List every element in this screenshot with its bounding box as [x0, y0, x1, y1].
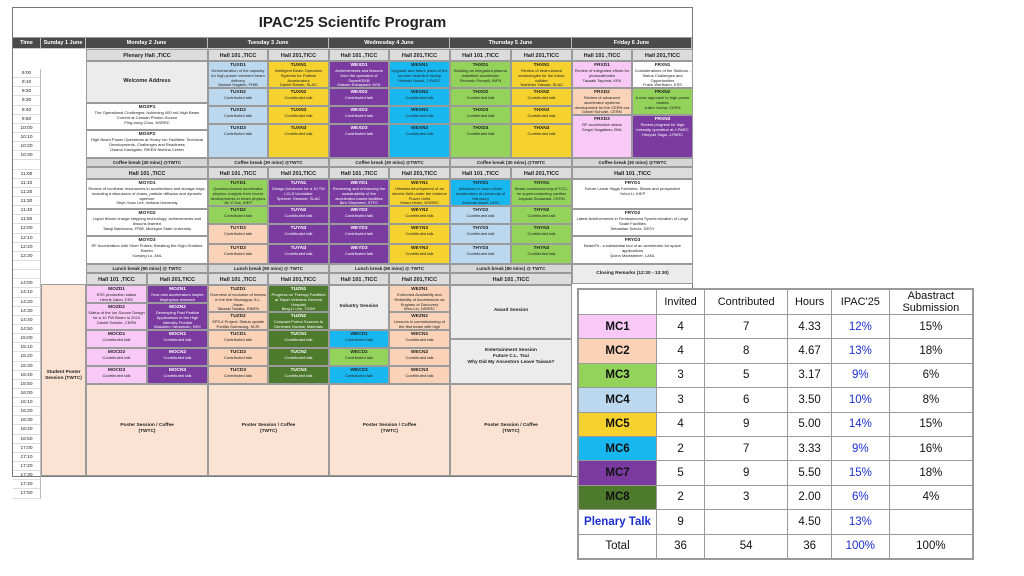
stats-header-row [579, 290, 973, 315]
stats-row [579, 363, 973, 387]
stats-cell-hours: 3.33 [788, 436, 832, 460]
session-moyd2[interactable]: MOYD2 Liquid lithium charge stripping technology: achievements and lessons learned Takuji Baramova, FRIB, Michigan State University [86, 209, 208, 236]
stats-cell-contributed: 5 [705, 363, 788, 387]
session-fryd2[interactable]: FRYD2 Latest Achievements in Femtosecond Synchronization of Large Scale Facilities Sebastian Schulz, DESY [572, 209, 693, 236]
stats-cell-ipac: 12% [831, 315, 889, 339]
time-slot: 10:20 [13, 142, 41, 151]
time-slot: 12:10 [13, 234, 41, 243]
stats-row [579, 461, 973, 485]
col-time: Time [13, 38, 41, 49]
session-tuyn4[interactable]: TUYN3 Contributed talk [268, 244, 329, 264]
time-slot: 14:20 [13, 298, 41, 307]
session-fryd3[interactable]: FRYD3 BeamFit - a substantial tool of an accelerator for space applications Quinn Marksteiner, LANL [572, 236, 693, 264]
session-weyn3[interactable]: WEYN3 Contributed talk [389, 224, 450, 244]
stats-cell-hours: 36 [788, 534, 832, 558]
hall-101-tue: Hall 101 ,TICC [208, 49, 268, 61]
stats-cell-hours: 4.67 [788, 339, 832, 363]
session-thxn1[interactable]: THXN1 Review of beam-based technologies for the future collider Yoshihiro Yasuda, SLAC [511, 61, 572, 88]
session-tucd3[interactable]: TUCD3 Contributed talk [208, 366, 268, 384]
time-slot [13, 261, 41, 270]
session-wexn4[interactable]: WEXN3 Contributed talk [389, 124, 450, 158]
session-moyd1[interactable]: MOYD1 Review of nonlinear resonances in accelerators and storage rings, including a discussion of chaos, particle diffusion and dynamic aperture Shyh-Yuan Lee, Indiana University [86, 179, 208, 209]
session-mocd2[interactable]: MOCD2 Contributed talk [86, 348, 147, 366]
session-frxd1[interactable]: FRXD1 Review of integrated efforts for photocathodes Takaaki Tayoma, KEK [572, 61, 632, 88]
hall-101-wed: Hall 101 ,TICC [329, 49, 389, 61]
stats-cell-invited: 3 [657, 388, 705, 412]
stats-grid [578, 289, 973, 559]
session-thyn4[interactable]: THYN3 Contributed talk [511, 244, 572, 264]
stats-cell-abstract: 6% [889, 363, 972, 387]
closing-remarks: Closing Remarks (12:30 - 13:30) [572, 264, 693, 284]
session-tuxd2[interactable]: TUXD2 Contributed talk [208, 88, 268, 106]
time-slot: 15:10 [13, 343, 41, 352]
session-fryd1[interactable]: FRYD1 Future Linear Higgs Factories: Status and prospective Yuhui Li, IHEP [572, 179, 693, 209]
stats-cell-ipac: 13% [831, 339, 889, 363]
time-slot: 12:20 [13, 243, 41, 252]
session-moxp2[interactable]: MOXP2 High Beam Power Operations at Heavy Ion Facilities: Technical Developments, Challenges and Readiness Osamu Kamigaito, RIKEN Nishina Center [86, 130, 208, 158]
session-mocn3[interactable]: MOCN3 Contributed talk [147, 366, 208, 384]
stats-row [579, 388, 973, 412]
session-wezn1[interactable]: WEZN1 Extended Availability and Reliability of Accelerators as Engines of Discovery Wen-Liu, NSRRC [389, 285, 450, 312]
stats-row [579, 485, 973, 509]
session-wexd3[interactable]: WEXD3 Contributed talk [329, 106, 389, 124]
coffee-break-mon: Coffee break (30 mins) @TWTC [86, 158, 208, 167]
session-thxd3[interactable]: THXD3 Contributed talk [450, 106, 511, 124]
stats-cell-label: Total [579, 534, 657, 558]
time-column [13, 69, 41, 499]
coffee-break-wed: Coffee break (30 mins) @TWTC [329, 158, 450, 167]
time-slot: 10:00 [13, 124, 41, 133]
col-wednesday: Wednesday 4 June [329, 38, 450, 49]
time-slot: 17:00 [13, 444, 41, 453]
hall-101-tue-2: Hall 101 ,TICC [208, 167, 268, 179]
hall-201-wed-3: Hall 201,TICC [389, 273, 450, 285]
session-wexd2[interactable]: WEXD2 Contributed talk [329, 88, 389, 106]
stats-cell-ipac: 13% [831, 510, 889, 534]
session-tuxd1[interactable]: TUXD1 Demonstration of the capacity for high-power coherent beam delivery Manuel Hagberi, FRIB [208, 61, 268, 88]
stats-cell-label: MC8 [579, 485, 657, 509]
session-moyd3[interactable]: MOYD3 RF Acceleration with Short Pulses: Breaking the High-Gradient Barrier Xueying Lu, ANL [86, 236, 208, 264]
stats-cell-ipac: 9% [831, 436, 889, 460]
time-slot: 16:10 [13, 398, 41, 407]
stats-cell-contributed: 8 [705, 339, 788, 363]
stats-cell-ipac: 6% [831, 485, 889, 509]
session-weyd3[interactable]: WEYD3 Contributed talk [329, 224, 389, 244]
time-slot: 16:40 [13, 425, 41, 434]
session-wecd3[interactable]: WECD3 Contributed talk [329, 366, 389, 384]
coffee-break-fri: Coffee break (30 mins) @TWTC [572, 158, 693, 167]
time-slot: 16:50 [13, 435, 41, 444]
stats-cell-invited: 4 [657, 412, 705, 436]
session-wecn1[interactable]: WECN1 Contributed talk [389, 330, 450, 348]
session-mozd2[interactable]: MOZD2 Status of the Ion Source Design for a 10 PW Beam in 2024 Daniel Schulte, CERN [86, 303, 147, 330]
time-slot: 9:50 [13, 115, 41, 124]
session-tuxn2[interactable]: TUXN2 Contributed talk [268, 88, 329, 106]
stats-cell-contributed [705, 510, 788, 534]
stats-cell-invited: 36 [657, 534, 705, 558]
session-tuyd1[interactable]: TUYD1 Quantum-based accelerator physics: insights from recent developments in beam physics Jie Yi Dai, IHEP [208, 179, 268, 206]
session-wecn3[interactable]: WECN3 Contributed talk [389, 366, 450, 384]
session-tucd1[interactable]: TUCD1 Contributed talk [208, 330, 268, 348]
stats-cell-label: MC5 [579, 412, 657, 436]
hall-201-thu: Hall 201,TICC [511, 49, 572, 61]
stats-cell-ipac: 10% [831, 388, 889, 412]
stats-row [579, 510, 973, 534]
session-thxn4[interactable]: THXN3 Contributed talk [511, 124, 572, 158]
poster-session-tue: Poster Session / Coffee (TWTC) [208, 384, 329, 476]
session-tuxn3[interactable]: TUXN3 Contributed talk [268, 106, 329, 124]
student-poster-session: Student Poster Session (TWTC) [41, 284, 86, 476]
time-slot: 14:00 [13, 279, 41, 288]
session-wezn2[interactable]: WEZN2 Lessons in commissioning of the first beam with high [389, 312, 450, 330]
stats-cell-contributed: 7 [705, 436, 788, 460]
stats-cell-contributed: 54 [705, 534, 788, 558]
stats-cell-hours: 3.50 [788, 388, 832, 412]
session-tuyd3[interactable]: TUYD3 Contributed talk [208, 224, 268, 244]
lunch-break-mon: Lunch break (90 mins) @ TWTC [86, 264, 208, 273]
col-thursday: Thursday 5 June [450, 38, 572, 49]
session-tuzd2[interactable]: TUZD2 SPS-II Project: Status update Portilla Gutmsung, SLRI [208, 312, 268, 330]
hall-201-tue-2: Hall 201,TICC [268, 167, 329, 179]
session-weyd2[interactable]: WEYD2 Contributed talk [329, 206, 389, 224]
stats-cell-hours: 4.50 [788, 510, 832, 534]
stats-row [579, 315, 973, 339]
stats-cell-ipac: 15% [831, 461, 889, 485]
session-tuyn1[interactable]: TUYN1 Design Advances for a 10 TW LCLS Undulator Spencer Gessner, SLAC [268, 179, 329, 206]
stats-cell-hours: 5.50 [788, 461, 832, 485]
session-wexn2[interactable]: WEXN2 Contributed talk [389, 88, 450, 106]
session-wexn3[interactable]: WEXN3 Contributed talk [389, 106, 450, 124]
coffee-break-tue: Coffee break (30 mins) @TWTC [208, 158, 329, 167]
stats-cell-abstract: 18% [889, 339, 972, 363]
session-tuyn3[interactable]: TUYN3 Contributed talk [268, 224, 329, 244]
time-slot: 9:30 [13, 96, 41, 105]
session-tuzn1[interactable]: TUZN1 Progress on Therapy Facilities at Taipei Veterans General Hospital Bing-Li Lee, TVGH [268, 285, 329, 312]
session-wecd1[interactable]: WECD1 Contributed talk [329, 330, 389, 348]
hall-201-tue: Hall 201,TICC [268, 49, 329, 61]
time-slot: 12:00 [13, 224, 41, 233]
time-slot [13, 270, 41, 279]
time-slot: 11:40 [13, 206, 41, 215]
stats-cell-invited: 4 [657, 315, 705, 339]
stats-header-blank [579, 290, 657, 315]
stats-header-ipac: IPAC'25 [831, 290, 889, 315]
stats-header-abstract: Abastract Submission [889, 290, 972, 315]
lunch-break-tue: Lunch break (90 mins) @ TWTC [208, 264, 329, 273]
poster-session-mon: Poster Session / Coffee (TWTC) [86, 384, 208, 476]
stats-cell-contributed: 3 [705, 485, 788, 509]
hall-101-wed-3: Hall 101 ,TICC [329, 273, 389, 285]
time-slot: 17:50 [13, 489, 41, 498]
hall-201-thu-2: Hall 201,TICC [511, 167, 572, 179]
session-tucd2[interactable]: TUCD2 Contributed talk [208, 348, 268, 366]
stats-row [579, 339, 973, 363]
session-mozn2[interactable]: MOZN2 Developing Fast Particle Applications in the High Intensity Frontier Masahiro Yamamoto, KEK [147, 303, 208, 330]
stats-cell-abstract: 8% [889, 388, 972, 412]
session-wecn2[interactable]: WECN2 Contributed talk [389, 348, 450, 366]
session-tuxd3[interactable]: TUXD3 Contributed talk [208, 106, 268, 124]
session-tucn3[interactable]: TUCN3 Contributed talk [268, 366, 329, 384]
session-weyd4[interactable]: WEYD3 Contributed talk [329, 244, 389, 264]
time-slot: 14:10 [13, 288, 41, 297]
stats-cell-invited: 2 [657, 485, 705, 509]
session-thxd2[interactable]: THXD2 Contributed talk [450, 88, 511, 106]
session-thyd4[interactable]: THYD3 Contributed talk [450, 244, 511, 264]
time-slot: 15:40 [13, 371, 41, 380]
stats-cell-label: MC7 [579, 461, 657, 485]
time-slot: 14:50 [13, 325, 41, 334]
hall-101-thu: Hall 101 ,TICC [450, 49, 511, 61]
col-monday: Monday 2 June [86, 38, 208, 49]
session-tuxn1[interactable]: TUXN1 Intelligent Beam Operation Systems for Particle Accelerators Daniel Ratner, SLAC [268, 61, 329, 88]
poster-session-thu: Poster Session / Coffee (TWTC) [450, 384, 572, 476]
time-slot [13, 160, 41, 169]
time-slot: 14:30 [13, 307, 41, 316]
stats-cell-abstract: 16% [889, 436, 972, 460]
session-tucn2[interactable]: TUCN2 Contributed talk [268, 348, 329, 366]
session-tuyd4[interactable]: TUYD3 Contributed talk [208, 244, 268, 264]
stats-cell-label: MC4 [579, 388, 657, 412]
stats-header-invited: Invited [657, 290, 705, 315]
time-slot: 17:40 [13, 480, 41, 489]
session-thxn3[interactable]: THXN3 Contributed talk [511, 106, 572, 124]
time-slot: 9:40 [13, 106, 41, 115]
hall-201-mon-pm: Hall 201,TICC [147, 273, 208, 285]
stats-cell-label: MC3 [579, 363, 657, 387]
hall-101-tue-3: Hall 101 ,TICC [208, 273, 268, 285]
stats-cell-invited: 2 [657, 436, 705, 460]
welcome-address: Welcome Address [86, 61, 208, 103]
session-wexn1[interactable]: WEXN1 Upgrade and future plans of the neutron beamline facility Hideaki Hotchi, J-PARC [389, 61, 450, 88]
stats-cell-abstract: 100% [889, 534, 972, 558]
session-thyd3[interactable]: THYD3 Contributed talk [450, 224, 511, 244]
session-mocd3[interactable]: MOCD3 Contributed talk [86, 366, 147, 384]
stats-cell-ipac: 14% [831, 412, 889, 436]
session-thxd1[interactable]: THXD1 Building an integrated plasma wakefield accelerator Riccardo Pompili, INFN [450, 61, 511, 88]
session-tuzd1[interactable]: TUZD1 Overview of evolution of beams in the first Nicaragua, ILL, Japan Takaaki Tanaka, RIKEN [208, 285, 268, 312]
time-slot: 10:10 [13, 133, 41, 142]
session-tuyn2[interactable]: TUYN2 Contributed talk [268, 206, 329, 224]
hall-plenary-mon: Plenary Hall ,TICC [86, 49, 208, 61]
stats-cell-ipac: 100% [831, 534, 889, 558]
time-slot: 10:30 [13, 151, 41, 160]
hall-101-fri-2: Hall 101 ,TICC [572, 167, 693, 179]
col-tuesday: Tuesday 3 June [208, 38, 329, 49]
session-thyd1[interactable]: THYD1 Advances in laser-driven accelerators at University of Hamburg Andreas Maier, UHH [450, 179, 511, 206]
session-weyn4[interactable]: WEYN3 Contributed talk [389, 244, 450, 264]
session-thyd2[interactable]: THYD2 Contributed talk [450, 206, 511, 224]
award-session: Award Session [450, 285, 572, 339]
col-friday: Friday 6 June [572, 38, 692, 49]
stats-cell-hours: 2.00 [788, 485, 832, 509]
session-frxn3[interactable]: FRXN3 Recent progress for high intensity operation at J-PARC Hiroyuki Saga, J-PARC [632, 115, 693, 158]
session-thxn2[interactable]: THXN2 Contributed talk [511, 88, 572, 106]
time-slot: 9:20 [13, 87, 41, 96]
session-thyn3[interactable]: THYN3 Contributed talk [511, 224, 572, 244]
hall-101-mon-pm: Hall 101 ,TICC [86, 273, 147, 285]
time-slot: 17:10 [13, 453, 41, 462]
stats-cell-abstract: 18% [889, 461, 972, 485]
stats-cell-invited: 9 [657, 510, 705, 534]
stats-cell-abstract: 15% [889, 412, 972, 436]
time-slot: 15:00 [13, 334, 41, 343]
session-mocn2[interactable]: MOCN2 Contributed talk [147, 348, 208, 366]
time-slot: 11:20 [13, 188, 41, 197]
session-frxd2[interactable]: FRXD2 Review of advanced accelerator systems development for the CERN era Daniel Schulte, CERN [572, 88, 632, 115]
session-weyn2[interactable]: WEYN2 Contributed talk [389, 206, 450, 224]
stats-row [579, 534, 973, 558]
hall-201-wed: Hall 201,TICC [389, 49, 450, 61]
hall-201-wed-2: Hall 201,TICC [389, 167, 450, 179]
session-frxn1[interactable]: FRXN1 Considerations of the Stations - Status Challenges and Opportunities Frank Werfhahn, ESS [632, 61, 693, 88]
stats-cell-label: Plenary Talk [579, 510, 657, 534]
stats-cell-contributed: 9 [705, 461, 788, 485]
stats-body [579, 315, 973, 559]
industry-session: Industry Session [329, 285, 389, 330]
session-mocd1[interactable]: MOCD1 Contributed talk [86, 330, 147, 348]
stats-header-contributed: Contributed [705, 290, 788, 315]
stats-row [579, 436, 973, 460]
coffee-break-thu: Coffee break (30 mins) @TWTC [450, 158, 572, 167]
session-wecd2[interactable]: WECD2 Contributed talk [329, 348, 389, 366]
time-slot: 17:30 [13, 471, 41, 480]
stats-cell-abstract: 15% [889, 315, 972, 339]
time-slot: 11:00 [13, 170, 41, 179]
hall-201-fri: Hall 201,TICC [632, 49, 693, 61]
session-wexd1[interactable]: WEXD1 Achievements and lessons from the operation of SuperKEKB Makoto Kobayashi, KEK [329, 61, 389, 88]
stats-cell-ipac: 9% [831, 363, 889, 387]
stats-cell-label: MC6 [579, 436, 657, 460]
time-slot: 14:40 [13, 316, 41, 325]
stats-cell-abstract: 4% [889, 485, 972, 509]
stats-cell-contributed: 7 [705, 315, 788, 339]
stats-table [577, 288, 974, 560]
session-moxp1[interactable]: MOXP1 The Operational Challenges: Achieving 400 mA High Beam Current at Canuan Photon Source Ping-hong Chou, NSRRC [86, 103, 208, 130]
time-slot: 11:10 [13, 179, 41, 188]
session-tucn1[interactable]: TUCN1 Contributed talk [268, 330, 329, 348]
stats-cell-label: MC2 [579, 339, 657, 363]
time-slot: 16:20 [13, 407, 41, 416]
time-slot: 15:50 [13, 380, 41, 389]
stats-cell-invited: 4 [657, 339, 705, 363]
col-sunday: Sunday 1 June [41, 38, 86, 49]
session-thxd4[interactable]: THXD3 Contributed talk [450, 124, 511, 158]
stats-cell-hours: 5.00 [788, 412, 832, 436]
session-mozn1[interactable]: MOZN1 How new accelerators inspire biophysics research [147, 285, 208, 303]
time-slot: 11:50 [13, 215, 41, 224]
session-weyd1[interactable]: WEYD1 Reviewing and enhancing the sustainability of the accelerator-based facilities Ben Shepherd, STFC [329, 179, 389, 206]
hall-101-thu-2: Hall 101 ,TICC [450, 167, 511, 179]
hall-101-fri: Hall 101 ,TICC [572, 49, 632, 61]
stats-cell-label: MC1 [579, 315, 657, 339]
time-slot: 16:30 [13, 416, 41, 425]
stats-cell-hours: 4.33 [788, 315, 832, 339]
time-slot: 11:30 [13, 197, 41, 206]
session-tuzn2[interactable]: TUZN2 Compact Proton Sources to Generate Nuclear Materials [268, 312, 329, 330]
time-slot: 16:00 [13, 389, 41, 398]
session-thyn2[interactable]: THYN2 Contributed talk [511, 206, 572, 224]
lunch-break-thu: Lunch break (90 mins) @ TWTC [450, 264, 572, 273]
day-header-row [13, 38, 692, 49]
stats-cell-contributed: 6 [705, 388, 788, 412]
hall-101-thu-3: Hall 101 ,TICC [450, 273, 572, 285]
time-slot: 15:20 [13, 352, 41, 361]
stats-cell-invited: 5 [657, 461, 705, 485]
session-tuxn4[interactable]: TUXN3 Contributed talk [268, 124, 329, 158]
stats-row [579, 412, 973, 436]
time-slot: 9:10 [13, 78, 41, 87]
stats-header-hours: Hours [788, 290, 832, 315]
hall-101-mon: Hall 101 ,TICC [86, 167, 208, 179]
time-slot: 9:00 [13, 69, 41, 78]
lunch-break-wed: Lunch break (90 mins) @ TWTC [329, 264, 450, 273]
session-wexd4[interactable]: WEXD3 Contributed talk [329, 124, 389, 158]
time-slot: 15:30 [13, 362, 41, 371]
hall-201-tue-3: Hall 201,TICC [268, 273, 329, 285]
session-frxd3[interactable]: FRXD3 RF acceleration status Sergei Nagaitsev, BNL [572, 115, 632, 158]
session-frxn2[interactable]: FRXN2 A new approach to high power beams Julien Vacha, CERN [632, 88, 693, 115]
session-tuxd4[interactable]: TUXD3 Contributed talk [208, 124, 268, 158]
session-mozd1[interactable]: MOZD1 ESS production status Henrik Zaker, ESS [86, 285, 147, 303]
program-title: IPAC'25 Scientifc Program [13, 8, 692, 38]
stats-cell-invited: 3 [657, 363, 705, 387]
session-weyn1[interactable]: WEYN1 Ultrafast development of an electric field under the extreme Power Units Hsiao-Hsien, NSRRC [389, 179, 450, 206]
poster-session-wed: Poster Session / Coffee (TWTC) [329, 384, 450, 476]
stats-cell-contributed: 9 [705, 412, 788, 436]
session-tuyd2[interactable]: TUYD2 Contributed talk [208, 206, 268, 224]
hall-101-wed-2: Hall 101 ,TICC [329, 167, 389, 179]
session-thyn1[interactable]: THYN1 Beam commissioning of FCC-ee superconducting cavities Jayanta Sodawala, CERN [511, 179, 572, 206]
stats-cell-abstract [889, 510, 972, 534]
entertainment-session: Entertainment Session Future C.L. Tsai Why Did My Ancestors Leave Taiwan? [450, 339, 572, 384]
stats-cell-hours: 3.17 [788, 363, 832, 387]
session-mocn1[interactable]: MOCN1 Contributed talk [147, 330, 208, 348]
time-slot: 12:30 [13, 252, 41, 261]
time-slot: 17:20 [13, 462, 41, 471]
